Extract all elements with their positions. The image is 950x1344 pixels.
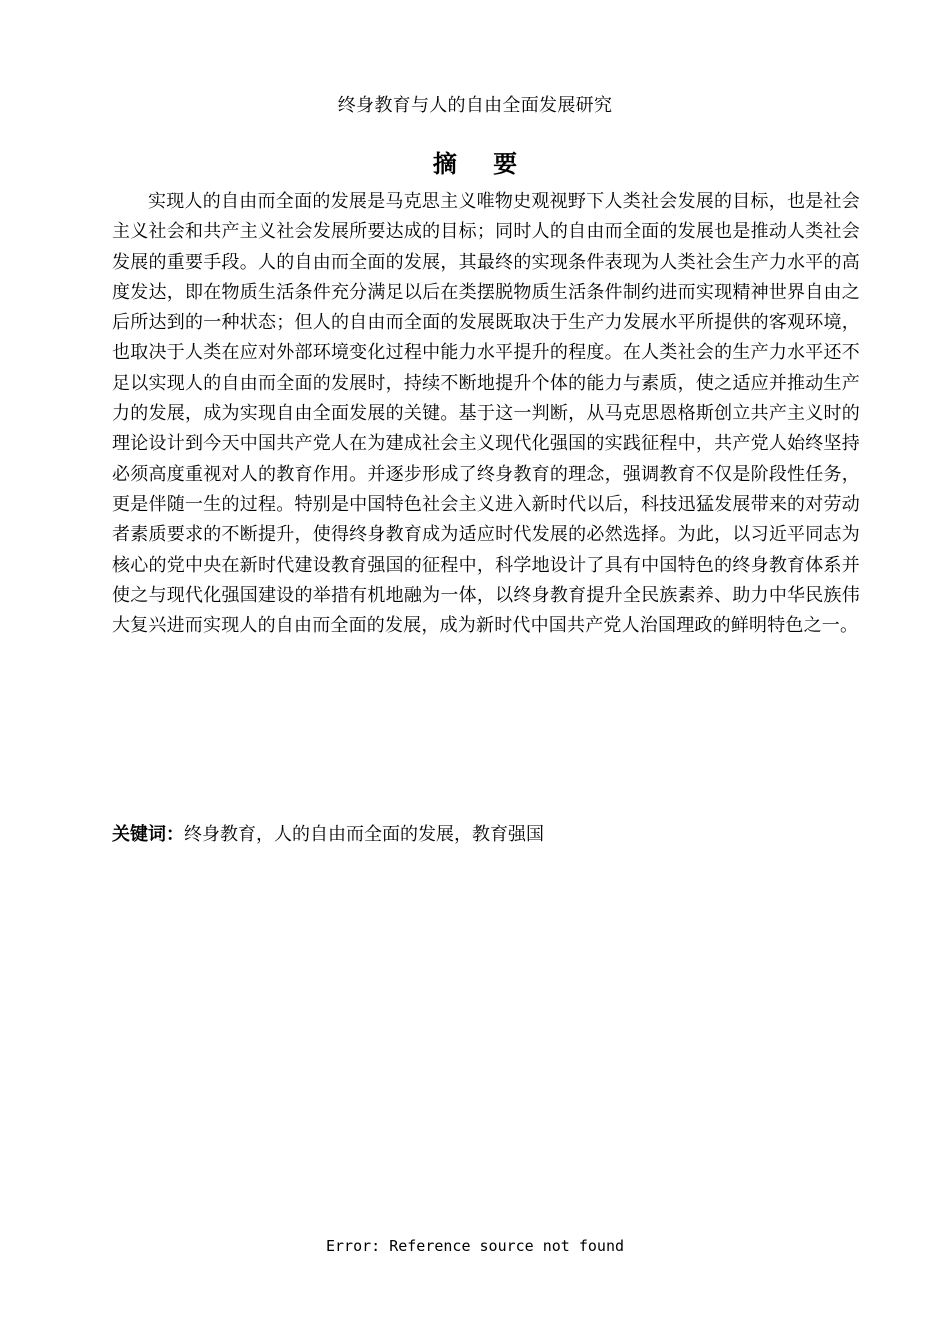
footer-error-note: Error: Reference source not found [325,1237,624,1255]
document-title: 终身教育与人的自由全面发展研究 [337,95,613,116]
keywords-text: 终身教育，人的自由而全面的发展，教育强国 [184,824,544,845]
keywords-label: 关键词： [112,824,184,845]
abstract-paragraph: 实现人的自由而全面的发展是马克思主义唯物史观视野下人类社会发展的目标，也是社会主义社会和共产主义社会发展所要达成的目标；同时人的自由而全面的发展也是推动人类社会发展的重要手段。人的自由而全面的发展，其最终的实现条件表现为人类社会生产力水平的高度发达，即在物质生活条件充分满足以后在类摆脱物质生活条件制约进而实现精神世界自由之后所达到的一种状态；但人的自由而全面的发展既取决于生产力发展水平所提供的客观环境，也取决于人类在应对外部环境变化过程中能力水平提升的程度。在人类社会的生产力水平还不足以实现人的自由而全面的发展时，持续不断地提升个体的能力与素质，使之适应并推动生产力的发展，成为实现自由全面发展的关键。基于这一判断，从马克思恩格斯创立共产主义时的理论设计到今天中国共产党人在为建成社会主义现代化强国的实践征程中，共产党人始终坚持必须高度重视对人的教育作用。并逐步形成了终身教育的理念，强调教育不仅是阶段性任务，更是伴随一生的过程。特别是中国特色社会主义进入新时代以后，科技迅猛发展带来的对劳动者素质要求的不断提升，使得终身教育成为适应时代发展的必然选择。为此，以习近平同志为核心的党中央在新时代建设教育强国的征程中，科学地设计了具有中国特色的终身教育体系并使之与现代化强国建设的举措有机地融为一体，以终身教育提升全民族素养、助力中华民族伟大复兴进而实现人的自由而全面的发展，成为新时代中国共产党人治国理政的鲜明特色之一。 [112,191,860,637]
keywords-line [112,823,860,847]
abstract-heading: 摘 要 [432,150,532,178]
